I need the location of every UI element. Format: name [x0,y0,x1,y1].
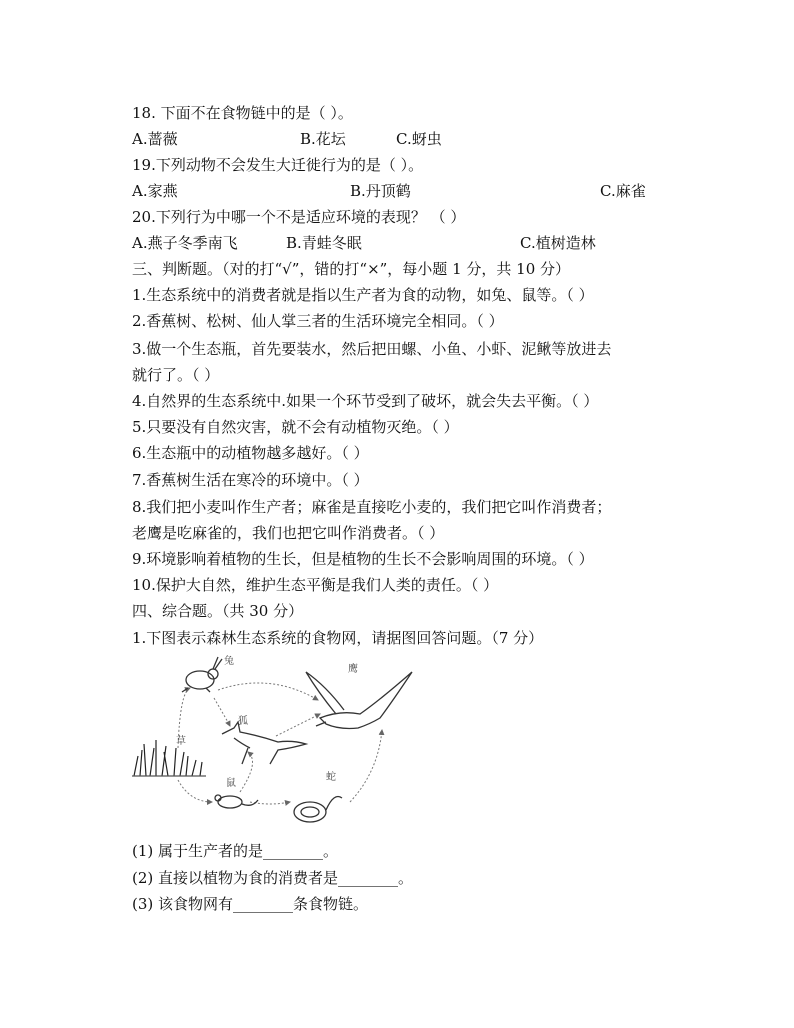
judge-item: 2.香蕉树、松树、仙人掌三者的生活环境完全相同。（ ） [132,312,504,330]
sub-question-1: (1) 属于生产者的是________。 [132,842,339,860]
section4-title: 四、综合题。（共 30 分） [132,602,304,620]
q20-stem: 20.下列行为中哪一个不是适应环境的表现？ （ ） [132,208,466,226]
judge-item: 7.香蕉树生活在寒冷的环境中。（ ） [132,471,369,489]
q18-option-c: C.蚜虫 [396,130,442,148]
sub-question-2: (2) 直接以植物为食的消费者是________。 [132,869,414,887]
judge-item: 9.环境影响着植物的生长，但是植物的生长不会影响周围的环境。（ ） [132,550,594,568]
snake-icon [294,797,342,823]
section4-q1: 1.下图表示森林生态系统的食物网，请据图回答问题。（7 分） [132,629,544,647]
q18-stem: 18. 下面不在食物链中的是（ ）。 [132,104,353,122]
food-web-figure [130,652,430,832]
q18-option-b: B.花坛 [300,130,346,148]
grass-icon [132,740,206,776]
rabbit-label: 兔 [224,656,234,667]
judge-item: 4.自然界的生态系统中.如果一个环节受到了破坏，就会失去平衡。（ ） [132,392,599,410]
judge-item: 10.保护大自然，维护生态平衡是我们人类的责任。（ ） [132,576,499,594]
sub-question-3: (3) 该食物网有________条食物链。 [132,895,369,913]
snake-label: 蛇 [326,772,336,783]
food-web-arrows [178,683,382,804]
rabbit-icon [182,657,222,692]
grass-label: 草 [176,736,186,747]
food-web-diagram [130,652,430,832]
q20-option-a: A.燕子冬季南飞 [132,234,238,252]
q19-option-c: C.麻雀 [600,182,646,200]
judge-item: 3.做一个生态瓶，首先要装水，然后把田螺、小鱼、小虾、泥鳅等放进去 [132,340,612,358]
fox-icon [222,722,306,764]
judge-item: 8.我们把小麦叫作生产者；麻雀是直接吃小麦的，我们把它叫作消费者； [132,498,612,516]
q18-option-a: A.蔷薇 [132,130,178,148]
judge-item: 1.生态系统中的消费者就是指以生产者为食的动物，如兔、鼠等。（ ） [132,286,594,304]
q19-stem: 19.下列动物不会发生大迁徙行为的是（ ）。 [132,156,424,174]
fox-label: 狐 [238,716,248,727]
judge-item: 老鹰是吃麻雀的，我们也把它叫作消费者。（ ） [132,524,445,542]
judge-item: 就行了。（ ） [132,366,220,384]
eagle-label: 鹰 [348,664,358,675]
judge-item: 5.只要没有自然灾害，就不会有动植物灭绝。（ ） [132,418,459,436]
q19-option-a: A.家燕 [132,182,178,200]
eagle-icon [306,672,412,729]
q20-option-b: B.青蛙冬眠 [286,234,362,252]
q19-option-b: B.丹顶鹤 [350,182,411,200]
mouse-icon [215,795,258,808]
q20-option-c: C.植树造林 [520,234,596,252]
section3-title: 三、判断题。（对的打“√”，错的打“×”，每小题 1 分，共 10 分） [132,260,571,278]
judge-item: 6.生态瓶中的动植物越多越好。（ ） [132,444,369,462]
mouse-label: 鼠 [226,778,236,789]
